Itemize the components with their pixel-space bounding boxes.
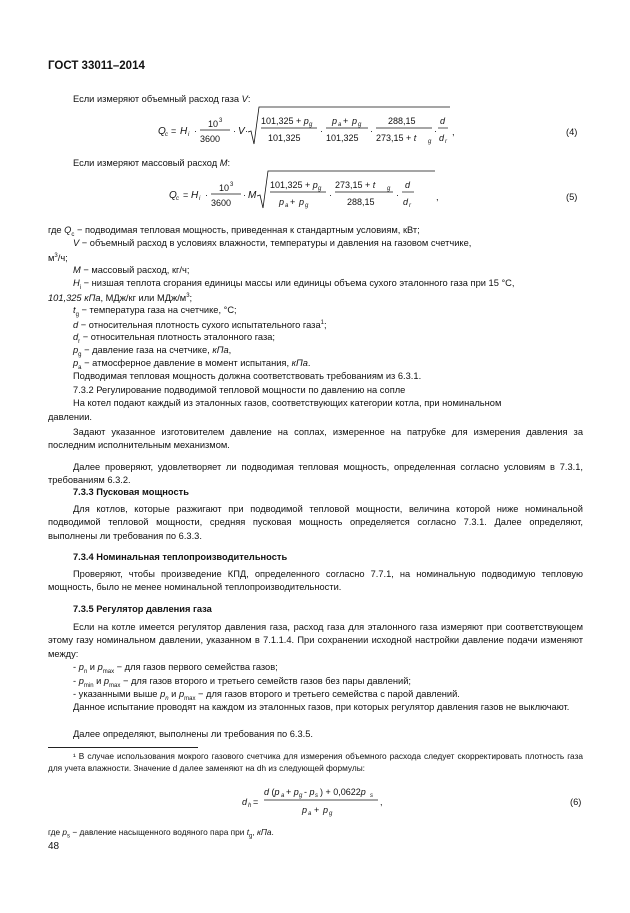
svg-text:10: 10 [208,119,219,129]
svg-text:H: H [180,126,188,137]
svg-text:g: g [329,811,333,817]
para-check: Далее проверяют, удовлетворяет ли подводимая тепловая мощность, определенная согласно условиям в 7.3.1, требованиям 6.3.2. [48,462,583,486]
svg-text:101,325: 101,325 [268,133,301,143]
svg-text:+: + [290,197,296,207]
svg-text:a: a [338,122,342,128]
svg-text:- p: - p [304,787,315,797]
svg-text:p: p [302,805,308,815]
para-set-pressure: Задают указанное изготовителем давление на соплах, измеренное на патрубке для измерения давления за последним исполнительным механизмом. [48,427,583,451]
formula-4-number: (4) [566,127,578,137]
svg-text:+: + [343,116,349,126]
svg-text:) + 0,0622p: ) + 0,0622p [320,787,366,797]
svg-text:a: a [308,811,312,817]
svg-text:g: g [387,186,391,192]
svg-text:+: + [314,805,320,815]
svg-text:=: = [253,797,259,807]
formula-6-number: (6) [570,797,582,807]
svg-text:·: · [245,126,248,136]
heading-735: 7.3.5 Регулятор давления газа [73,604,212,614]
svg-text:h: h [248,803,252,809]
svg-text:101,325: 101,325 [326,133,359,143]
def-hi: $H_i$ − низшая теплота сгорания единицы массы или единицы объема сухого эталонного газа при 15 °С, [73,278,515,291]
svg-text:g: g [309,122,313,128]
svg-text:a: a [281,793,285,799]
svg-text:V: V [238,126,245,137]
formula-5 [165,168,435,218]
def-hi-2: 101,325 кПа, МДж/кг или МДж/$м^3$; [48,293,193,304]
svg-text:p: p [299,197,305,207]
svg-text:d: d [242,797,248,807]
svg-text:Q: Q [158,126,166,137]
svg-text:=: = [171,126,177,136]
para-gases-2: давлении. [48,412,93,422]
svg-text:101,325 + p: 101,325 + p [270,180,318,190]
svg-text:g: g [318,186,322,192]
svg-text:288,15: 288,15 [388,116,416,126]
svg-text:p: p [352,116,358,126]
svg-text:a: a [285,203,289,209]
svg-text:H: H [191,190,199,201]
def-d: d − относительная плотность сухого испытательного газа$^1$; [73,320,327,331]
svg-text:d: d [405,180,411,190]
svg-text:·: · [434,126,437,136]
svg-text:273,15 + t: 273,15 + t [335,180,376,190]
svg-text:10: 10 [219,183,230,193]
svg-text:c: c [176,196,179,202]
svg-text:101,325 + p: 101,325 + p [261,116,309,126]
svg-text:i: i [188,132,190,138]
list-item: - указанными выше $p_n$ и $p_{max}$ − для газов второго и третьего семейства с парой давлений. [73,689,460,702]
svg-text:r: r [409,203,411,209]
def-qc: где $Q_c$ − подводимая тепловая мощность, приведенная к стандартным условиям, кВт; [48,225,420,238]
svg-text:p: p [323,805,329,815]
formula-4 [150,104,450,154]
svg-text:3600: 3600 [211,198,232,208]
svg-text:Q: Q [169,190,177,201]
para-734: Проверяют, чтобы произведение КПД, определенного согласно 7.7.1, на номинальную подводимую тепловую мощность, было не менее номинальной теплопроизводительности. [48,569,583,593]
def-pa: $p_a$ − атмосферное давление в момент испытания, кПа. [73,358,311,371]
svg-text:,: , [380,797,383,807]
para-735-3: Далее определяют, выполнены ли требования по 6.3.5. [73,729,314,739]
svg-text:p: p [279,197,285,207]
formula-6 [240,783,390,823]
svg-text:g: g [305,203,309,209]
intro-mass: Если измеряют массовый расход M: [73,158,231,168]
footnote-text: ¹ В случае использования мокрого газового счетчика для измерения объемного расхода следует скорректировать плотность газа для учета влажности. Значение d далее заменяют на dh из следующей формулы: [48,751,583,773]
svg-text:·: · [370,126,373,136]
svg-text:d: d [440,116,446,126]
svg-text:·: · [233,126,236,136]
heading-733: 7.3.3 Пусковая мощность [73,487,189,497]
svg-text:i: i [199,196,201,202]
svg-text:·: · [194,126,197,136]
svg-text:·: · [320,126,323,136]
def-m: M − массовый расход, кг/ч; [73,265,190,275]
def-tg: $t_g$ − температура газа на счетчике, °С; [73,305,237,318]
footnote-rule [48,747,198,748]
svg-text:M: M [248,190,257,201]
page-header: ГОСТ 33011–2014 [48,60,145,72]
svg-text:g: g [428,139,432,145]
svg-text:d: d [439,133,445,143]
svg-text:·: · [396,190,399,200]
def-pg: $p_g$ − давление газа на счетчике, кПа, [73,345,232,358]
heading-734: 7.3.4 Номинальная теплопроизводительность [73,552,288,562]
svg-text:=: = [183,190,189,200]
def-v: V − объемный расход в условиях влажности, температуры и давления на газовом счетчике, [73,238,472,248]
svg-text:3600: 3600 [200,134,221,144]
svg-text:c: c [165,132,168,138]
svg-text:273,15 + t: 273,15 + t [376,133,417,143]
para-735-2: Данное испытание проводят на каждом из эталонных газов, при которых регулятор давления газов не выключают. [73,702,570,712]
para-735: Если на котле имеется регулятор давления газа, расход газа для эталонного газа измеряют при соответствующем этому газу номинальном давлении, указанном в 7.1.1.4. При сохранении исходной настройки давление подачи изменяют между: [48,622,583,659]
para-733: Для котлов, которые разжигают при подводимой тепловой мощности, величина которой ниже номинальной подводимой тепловой мощности, средняя пусковая мощность определяется согласно 7.3.1. Далее определяют, выполнены ли требования по 6.3.3. [48,504,583,541]
svg-text:d: d [403,197,409,207]
svg-text:·: · [243,190,246,200]
svg-text:g: g [358,122,362,128]
svg-text:·: · [329,190,332,200]
svg-text:3: 3 [230,182,234,188]
svg-text:g: g [299,793,303,799]
svg-text:3: 3 [219,118,223,124]
def-v-unit: $м^3/ч$; [48,253,68,264]
page-number: 48 [48,841,60,852]
formula-5-number: (5) [566,192,578,202]
footnote-where: где $p_s$ − давление насыщенного водяного пара при $t_g$, кПа. [48,827,274,840]
svg-text:288,15: 288,15 [347,197,375,207]
svg-text:s: s [315,793,318,799]
req-631: Подводимая тепловая мощность должна соответствовать требованиям из 6.3.1. [73,371,422,381]
list-item: - $p_n$ и $p_{max}$ − для газов первого семейства газов; [73,662,278,675]
intro-volume: Если измеряют объемный расход газа V: [73,94,251,104]
svg-text:p: p [332,116,338,126]
svg-text:+ p: + p [286,787,299,797]
svg-text:·: · [205,190,208,200]
svg-text:s: s [370,793,373,799]
heading-732: 7.3.2 Регулирование подводимой тепловой мощности по давлению на сопле [73,385,406,395]
svg-text:r: r [445,139,447,145]
para-gases: На котел подают каждый из эталонных газов, соответствующих категории котла, при номинальном [73,398,502,408]
def-dr: $d_r$ − относительная плотность эталонного газа; [73,332,275,345]
list-item: - $p_{min}$ и $p_{max}$ − для газов второго и третьего семейств газов без пары давлений; [73,676,411,689]
svg-text:d (p: d (p [264,787,280,797]
